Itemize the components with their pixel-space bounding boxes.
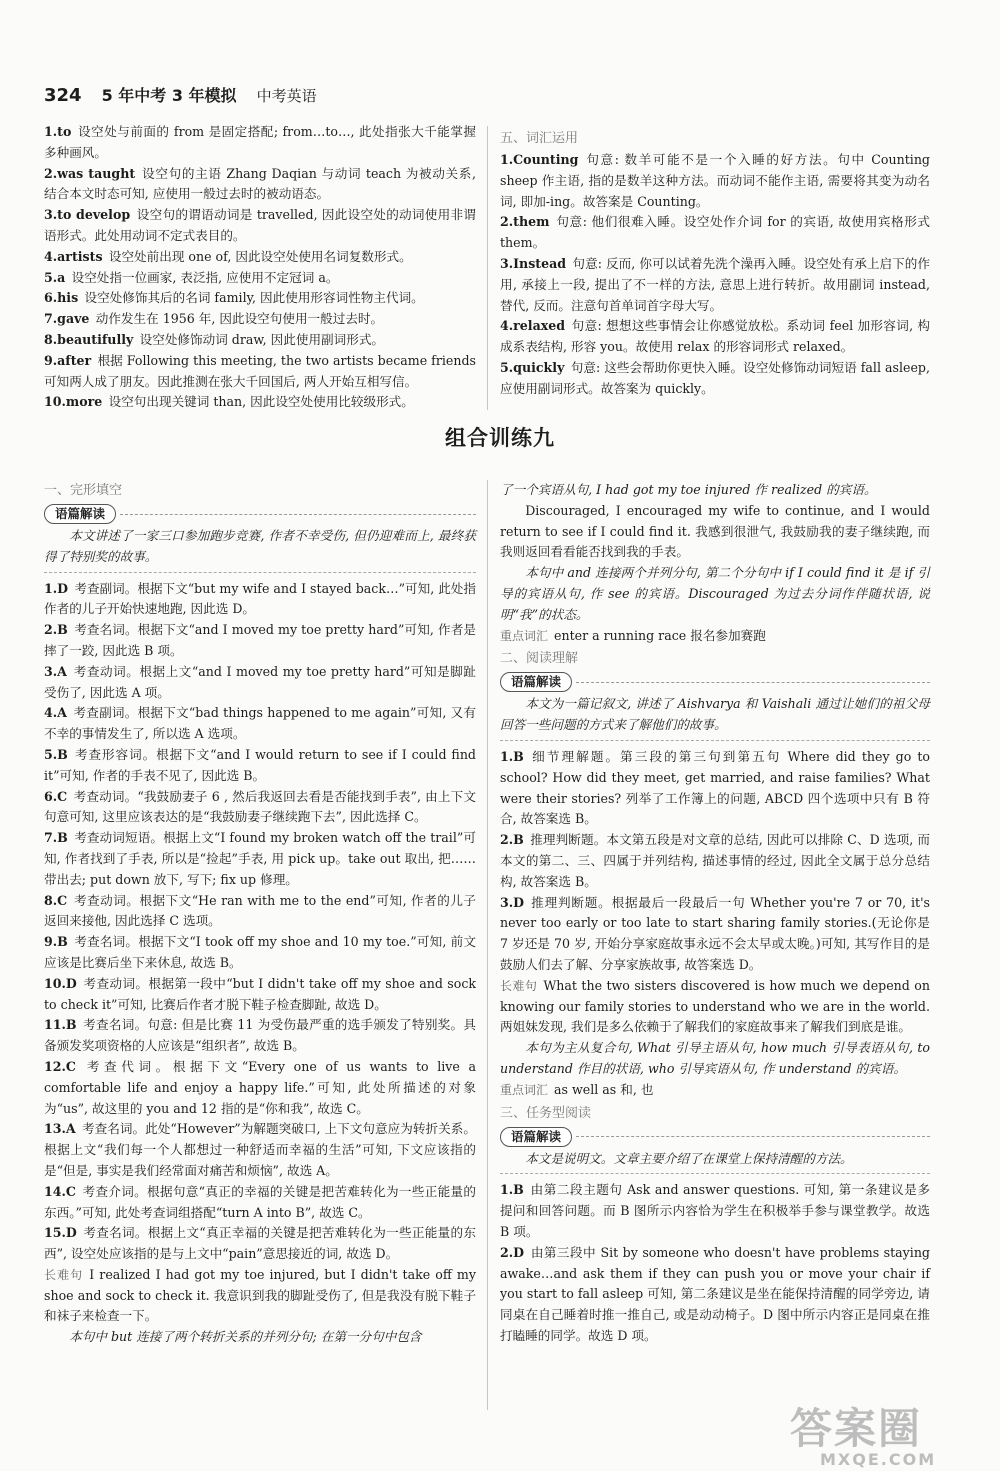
key-vocab-label: 重点词汇 — [500, 1082, 549, 1097]
answer-item — [44, 164, 476, 206]
answer-item — [44, 1015, 476, 1057]
answer-item — [500, 150, 930, 212]
bottom-left-column — [44, 480, 476, 1348]
answer-explanation: 推理判断题。本文第五段是对文章的总结, 因此可以排除 C、D 选项, 而本文的第二、三、四属于并列结构, 描述事情的经过, 因此全文属于总分总结构, 故答案选 B。 — [500, 832, 930, 889]
passage-summary: 本文是说明文。文章主要介绍了在课堂上保持清醒的方法。 — [525, 1150, 853, 1166]
answer-explanation: 推理判断题。根据最后一段最后一句 Whether you're 7 or 70, it's never too early or too late to start sharing family stories.(无论你是 7 岁还是 70 岁, 开始分享家庭故事永远不会太早或太晚。)可知, 其写作目的是鼓励人们去了解、分享家族故事, 故答案选 D。 — [500, 894, 930, 972]
long-sentence: Discouraged, I encouraged my wife to continue, and I would return to see if I could find it. 我感到很泄气, 我鼓励我的妻子继续跑, 而我则返回看看能否找到我的手表。 — [500, 502, 930, 560]
answer-explanation: 考查动词。根据上文“and I moved my toe pretty hard”可知是脚趾受伤了, 因此选 A 项。 — [44, 663, 476, 700]
passage-summary: 本文为一篇记叙文, 讲述了 Aishvarya 和 Vaishali 通过让她们的祖父母回答一些问题的方式来了解他们的故事。 — [500, 696, 930, 733]
answer-item — [44, 351, 476, 393]
section-heading: 二、阅读理解 — [500, 651, 579, 667]
answer-number: 5.B — [44, 746, 68, 762]
answer-number: 1.B — [500, 748, 524, 764]
answer-item — [500, 212, 930, 254]
answer-item — [500, 1243, 930, 1347]
answer-item — [44, 392, 476, 413]
answer-explanation: 句意: 想想这些事情会让你感觉放松。系动词 feel 加形容词, 构成系表结构, 形容 you。故使用 relax 的形容词形式 relaxed。 — [500, 318, 930, 355]
answer-explanation: 设空句的主语 Zhang Daqian 与动词 teach 为被动关系, 结合本文时态可知, 应使用一般过去时的被动语态。 — [44, 165, 476, 202]
answer-item — [44, 122, 476, 164]
sentence-analysis: 本句为主从复合句, What 引导主语从句, how much 引导表语从句, to understand 作目的状语, who 引导宾语从句, 作 understand 的宾语。 — [500, 1040, 930, 1076]
answer-explanation: 考查代词。根据下文“Every one of us wants to live a comfortable life and enjoy a happy life.”可知, 此处所描述的对象为“us”, 故这里的 you and 12 指的是“你和我”, 故选 C。 — [44, 1058, 476, 1116]
answer-number: 2.D — [500, 1244, 525, 1260]
answer-explanation: 考查名词。句意: 但是比赛 11 为受伤最严重的选手颁发了特别奖。具备颁发奖项资格的人应该是“组织者”, 故选 B。 — [44, 1017, 476, 1054]
sentence-analysis: 本句中 and 连接两个并列分句, 第二个分句中 if I could find it 是 if 引导的宾语从句, 作 see 的宾语。Discouraged 为过去分词作伴随状语, 说明“我”的状态。 — [500, 565, 930, 622]
answer-number: 15.D — [44, 1225, 77, 1241]
answer-item — [500, 747, 930, 830]
long-sentence-label: 长难句 — [44, 1267, 84, 1282]
answer-number: 10.more — [44, 394, 103, 410]
answer-explanation: 设空处与前面的 from 是固定搭配; from…to…, 此处指张大千能掌握多种画风。 — [44, 124, 476, 160]
answer-explanation: 由第三段中 Sit by someone who doesn't have problems staying awake…and ask them if they can push you or move your chair if you start to fall asleep 可知, 第二条建议是坐在能保持清醒的同学旁边, 请同桌在自己睡着时推一推自己, 或是动动椅子。D 图中所示内容正是同桌在推打瞌睡的同学。故选 D 项。 — [500, 1244, 930, 1343]
answer-item — [500, 254, 930, 316]
answer-number: 2.them — [500, 214, 550, 230]
answer-item — [44, 787, 476, 829]
answer-explanation: 设空处修饰动词 draw, 因此使用副词形式。 — [139, 331, 385, 347]
answer-number: 5.quickly — [500, 359, 565, 375]
answer-explanation: 考查名词。根据下文“I took off my shoe and 10 my toe.”可知, 前文应该是比赛后坐下来休息, 故选 B。 — [44, 934, 476, 970]
answer-number: 6.C — [44, 788, 68, 804]
answer-number: 7.gave — [44, 311, 90, 327]
answer-explanation: 句意: 反而, 你可以试着先洗个澡再入睡。设空处有承上启下的作用, 承接上一段, 提出了不一样的方法, 意思上进行转折。故用副词 instead, 替代, 反而。注意句首单词首字母大写。 — [500, 255, 930, 313]
page-number: 324 — [44, 85, 82, 106]
top-right-column — [500, 128, 930, 400]
passage-tag: 语篇解读 — [500, 1127, 572, 1147]
long-sentence: 长难句 What the two sisters discovered is how much we depend on knowing our family stories to understand who we are in the world. 两姐妹发现, 我们是多么依赖于了解我们的家庭故事来了解我们到底是谁。 — [500, 977, 930, 1035]
answer-number: 9.after — [44, 352, 92, 368]
answer-item — [44, 703, 476, 745]
answer-item — [44, 1182, 476, 1224]
column-divider — [487, 126, 488, 410]
answer-explanation: 细节理解题。第三段的第三句到第五句 Where did they go to school? How did they meet, get married, and raise families? What were their stories? 列举了工作簿上的问题, ABCD 四个选项中只有 B 符合, 故答案选 B。 — [500, 748, 930, 827]
answer-item — [44, 1119, 476, 1181]
answer-number: 2.B — [500, 832, 524, 848]
watermark — [790, 1404, 990, 1471]
answer-explanation: 动作发生在 1956 年, 因此设空句使用一般过去时。 — [95, 311, 384, 327]
answer-explanation: 设空句出现关键词 than, 因此设空处使用比较级形式。 — [108, 394, 414, 410]
answer-number: 7.B — [44, 830, 68, 846]
answer-explanation: 考查动词。根据下文“He ran with me to the end”可知, 作者的儿子返回来接他, 因此选择 C 选项。 — [44, 892, 476, 929]
answer-number: 13.A — [44, 1121, 76, 1137]
answer-item — [500, 1180, 930, 1242]
answer-item — [44, 330, 476, 351]
answer-explanation: 考查名词。此处“However”为解题突破口, 上下文句意应为转折关系。根据上文“我们每一个人都想过一种舒适而幸福的生活”可知, 下文应该指的是“但是, 事实是我们经常面对痛苦和烦恼”, 故选 A。 — [44, 1121, 476, 1178]
answer-item — [44, 662, 476, 704]
answer-number: 10.D — [44, 975, 77, 991]
answer-item — [500, 893, 930, 976]
answer-explanation: 由第二段主题句 Ask and answer questions. 可知, 第一条建议是多提问和回答问题。而 B 图所示内容恰为学生在积极举手参与课堂教学。故选 B 项。 — [500, 1182, 930, 1239]
section-title: 组合训练九 — [445, 426, 555, 450]
passage-tag: 语篇解读 — [500, 672, 572, 692]
answer-item — [44, 309, 476, 330]
answer-number: 12.C — [44, 1058, 76, 1074]
key-vocabulary: 重点词汇 as well as 和, 也 — [500, 1081, 654, 1097]
answer-explanation: 设空处修饰其后的名词 family, 因此使用形容词性物主代词。 — [84, 290, 424, 306]
answer-number: 1.Counting — [500, 152, 579, 167]
column-divider — [487, 480, 488, 1410]
answer-item — [44, 288, 476, 309]
answer-item — [44, 268, 476, 289]
long-sentence-label: 长难句 — [500, 978, 538, 993]
answer-explanation: 根据 Following this meeting, the two artists became friends 可知两人成了朋友。因此推测在张大千回国后, 两人开始互相写信。 — [44, 352, 476, 389]
answer-item — [44, 620, 476, 662]
answer-explanation: 设空处指一位画家, 表泛指, 应使用不定冠词 a。 — [71, 269, 339, 285]
page-header — [44, 86, 317, 112]
answer-number: 9.B — [44, 934, 68, 950]
answer-number: 1.D — [44, 580, 69, 596]
answer-item — [500, 358, 930, 400]
answer-number: 2.was taught — [44, 165, 136, 181]
section-heading: 一、完形填空 — [44, 483, 123, 498]
passage-tag: 语篇解读 — [44, 504, 116, 524]
answer-explanation: 句意: 他们很难入睡。设空处作介词 for 的宾语, 故使用宾格形式 them。 — [500, 214, 930, 251]
section-heading: 五、词汇运用 — [500, 131, 579, 146]
answer-explanation: 考查形容词。根据下文“and I would return to see if I could find it”可知, 作者的手表不见了, 因此选 B。 — [44, 746, 476, 783]
answer-item — [500, 316, 930, 358]
answer-item — [44, 579, 476, 621]
bottom-right-column — [500, 480, 930, 1347]
answer-item — [44, 205, 476, 247]
section-heading: 三、任务型阅读 — [500, 1105, 592, 1121]
answer-number: 4.A — [44, 705, 67, 721]
top-left-column — [44, 122, 476, 413]
watermark-logo: 答案圈 — [790, 1404, 923, 1453]
answer-number: 3.D — [500, 894, 525, 910]
answer-number: 1.to — [44, 124, 72, 139]
answer-explanation: 句意: 数羊可能不是一个入睡的好方法。句中 Counting sheep 作主语, 指的是数羊这种方法。而动词不能作主语, 需要将其变为动名词, 即加-ing。故答案是 Counting。 — [500, 152, 930, 209]
answer-explanation: 考查动词。“我鼓励妻子 6 , 然后我返回去看是否能找到手表”, 由上下文句意可知, 这里应该表达的是“我鼓励妻子继续跑下去”, 因此选择 C。 — [44, 788, 476, 825]
answer-item — [44, 247, 476, 268]
answer-number: 4.relaxed — [500, 318, 566, 334]
answer-number: 3.to develop — [44, 207, 131, 223]
answer-number: 1.B — [500, 1182, 524, 1198]
answer-item — [44, 828, 476, 890]
answer-explanation: 考查副词。根据下文“but my wife and I stayed back…”可知, 此处指作者的儿子开始快速地跑, 因此选 D。 — [44, 580, 476, 617]
answer-item — [500, 830, 930, 892]
answer-explanation: 句意: 这些会帮助你更快入睡。设空处修饰动词短语 fall asleep, 应使用副词形式。故答案为 quickly。 — [500, 359, 930, 396]
answer-number: 2.B — [44, 622, 68, 638]
answer-explanation: 考查动词。根据第一段中“but I didn't take off my shoe and sock to check it”可知, 比赛后作者才脱下鞋子检查脚趾, 故选 D。 — [44, 975, 476, 1012]
key-vocabulary: 重点词汇 enter a running race 报名参加赛跑 — [500, 627, 766, 643]
answer-number: 14.C — [44, 1183, 76, 1199]
answer-number: 3.Instead — [500, 255, 567, 271]
analysis-continued: 了一个宾语从句, I had got my toe injured 作 realized 的宾语。 — [500, 482, 877, 497]
key-vocab-label: 重点词汇 — [500, 628, 549, 643]
answer-number: 3.A — [44, 663, 67, 679]
answer-explanation: 考查动词短语。根据上文“I found my broken watch off the trail”可知, 作者找到了手表, 所以是“捡起”手表, 用 pick up。take out 取出, 把……带出去; put down 放下, 写下; fix up 修理。 — [44, 830, 476, 887]
sentence-analysis: 本句中 but 连接了两个转折关系的并列分句; 在第一分句中包含 — [69, 1329, 422, 1345]
answer-number: 6.his — [44, 290, 79, 306]
answer-explanation: 设空句的谓语动词是 travelled, 因此设空处的动词使用非谓语形式。此处用动词不定式表目的。 — [44, 207, 476, 243]
long-sentence: 长难句 I realized I had got my toe injured, but I didn't take off my shoe and sock to check it. 我意识到我的脚趾受伤了, 但是我没有脱下鞋子和袜子来检查一下。 — [44, 1266, 476, 1324]
book-title: 5 年中考 3 年模拟 — [101, 86, 237, 105]
answer-explanation: 考查介词。根据句意“真正的幸福的关键是把苦难转化为一些正能量的东西。”可知, 此处考查词组搭配“turn A into B”, 故选 C。 — [44, 1183, 476, 1220]
answer-item — [44, 1057, 476, 1119]
answer-explanation: 设空处前出现 one of, 因此设空处使用名词复数形式。 — [108, 248, 412, 264]
answer-number: 4.artists — [44, 248, 103, 264]
answer-item — [44, 974, 476, 1016]
answer-number: 8.C — [44, 892, 68, 908]
answer-explanation: 考查副词。根据下文“bad things happened to me again”可知, 又有不幸的事情发生了, 所以选 A 选项。 — [44, 705, 476, 742]
answer-number: 11.B — [44, 1017, 77, 1033]
answer-item — [44, 932, 476, 974]
passage-summary: 本文讲述了一家三口参加跑步竞赛, 作者不幸受伤, 但仍迎难而上, 最终获得了特别奖的故事。 — [44, 528, 476, 564]
answer-explanation: 考查名词。根据下文“and I moved my toe pretty hard”可知, 作者是摔了一跤, 因此选 B 项。 — [44, 622, 476, 658]
watermark-url: MXQE.COM — [820, 1450, 937, 1469]
subject-label: 中考英语 — [256, 87, 317, 105]
answer-item — [44, 1223, 476, 1265]
answer-number: 8.beautifully — [44, 331, 134, 347]
answer-item — [44, 891, 476, 933]
answer-explanation: 考查名词。根据上文“真正幸福的关键是把苦难转化为一些正能量的东西”, 设空处应该指的是与上文中“pain”意思接近的词, 故选 D。 — [44, 1225, 476, 1262]
answer-number: 5.a — [44, 269, 66, 285]
answer-item — [44, 745, 476, 787]
